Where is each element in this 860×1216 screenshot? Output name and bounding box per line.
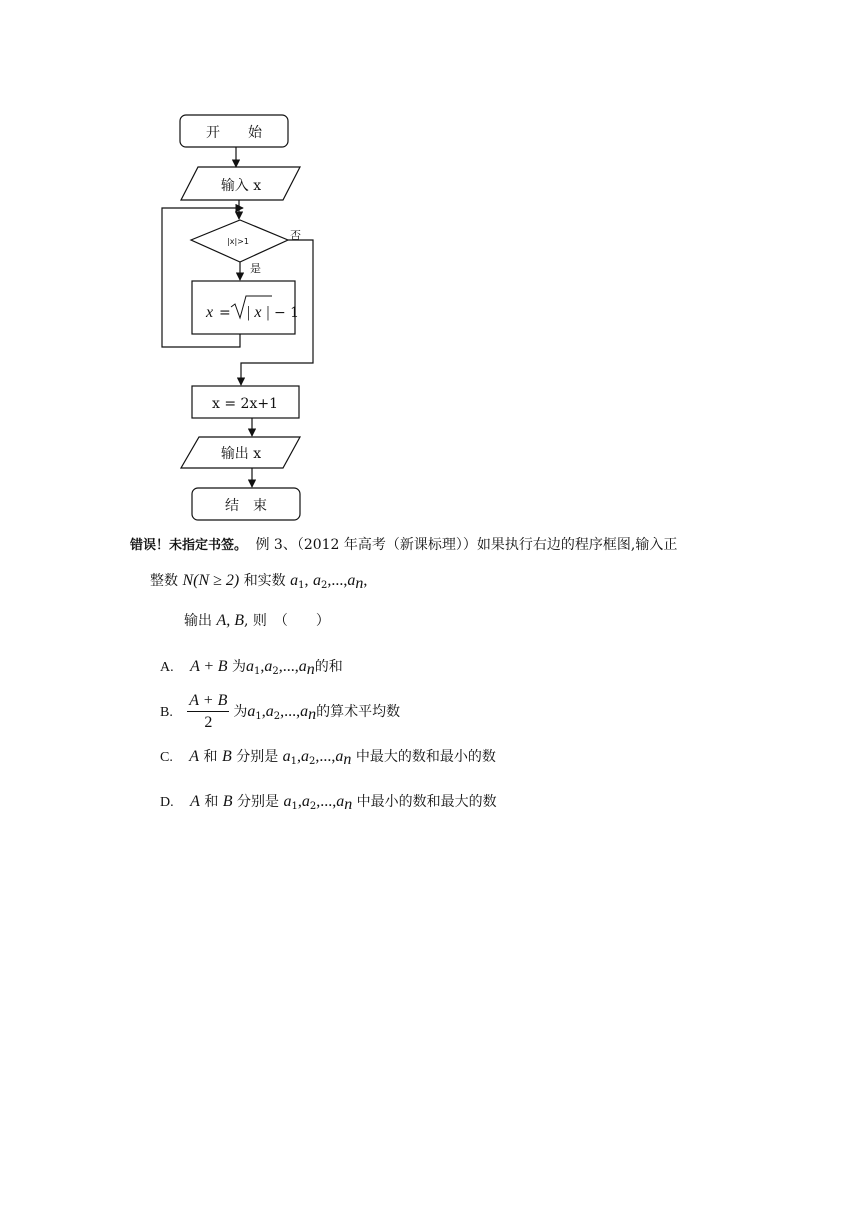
seq-an: a	[336, 793, 345, 810]
option-text: 中最小的数和最大的数	[356, 794, 497, 810]
text-he: 和	[204, 794, 219, 810]
var-A: A	[190, 793, 200, 810]
update-eq: =	[219, 305, 231, 321]
flowchart	[0, 0, 860, 530]
text-shishu: 和实数	[243, 573, 286, 589]
seq-a1: a	[282, 748, 291, 765]
seq-an: a	[335, 748, 344, 765]
seq-comma: ,	[304, 572, 309, 589]
seq-a1: a	[283, 793, 292, 810]
seq-comma: ,	[316, 793, 321, 810]
fraction	[187, 691, 229, 734]
seq-comma: ,	[294, 658, 299, 675]
seq-comma: ,	[315, 748, 320, 765]
seq-an: a	[300, 703, 309, 720]
question-line-1	[130, 535, 677, 556]
var-A: A	[189, 748, 200, 765]
seq-comma: ,	[297, 748, 302, 765]
sub-2: 2	[273, 711, 281, 722]
seq-a2: a	[265, 703, 274, 720]
cond-N: (N ≥ 2)	[193, 572, 240, 589]
seq-comma: ,	[327, 572, 332, 589]
seq-an: a	[298, 658, 307, 675]
var-N: N	[182, 572, 194, 589]
sub-n: n	[344, 796, 353, 813]
sub-2: 2	[272, 666, 279, 677]
seq-a2: a	[301, 748, 310, 765]
option-label: A.	[160, 660, 174, 675]
update-tail: − 1	[274, 305, 300, 321]
update-lhs: x	[206, 304, 214, 321]
sub-n: n	[308, 706, 317, 723]
sub-2: 2	[309, 801, 317, 812]
seq-a2: a	[301, 793, 310, 810]
seq-comma: ,	[261, 703, 266, 720]
var-B: B	[217, 658, 228, 675]
sub-1: 1	[298, 580, 305, 591]
sub-1: 1	[255, 711, 262, 722]
sub-1: 1	[254, 666, 261, 677]
var-B: B	[221, 748, 232, 765]
option-text: 为	[232, 659, 247, 675]
option-text: 分别是	[236, 749, 279, 765]
option-text: 的和	[314, 659, 343, 675]
seq-comma: ,	[332, 793, 337, 810]
seq-a1: a	[247, 703, 256, 720]
sub-1: 1	[291, 801, 298, 812]
seq-a2: a	[264, 658, 273, 675]
yes-label: 是	[250, 262, 261, 275]
seq-dots: ...	[282, 658, 295, 675]
sub-2: 2	[309, 756, 316, 767]
sub-1: 1	[290, 756, 298, 767]
seq-comma: ,	[331, 748, 336, 765]
question-line-2	[150, 571, 367, 596]
option-B[interactable]	[160, 690, 400, 739]
seq-comma: ,	[363, 572, 368, 589]
update-radicand: | x |	[246, 304, 270, 321]
seq-an: a	[347, 572, 356, 589]
text-ze: , 则 （ ）	[244, 613, 330, 629]
option-label: D.	[160, 795, 174, 810]
option-text: 为	[233, 704, 248, 720]
option-D[interactable]	[160, 792, 497, 817]
error-bookmark-text: 错误！未指定书签。	[130, 538, 248, 553]
option-A[interactable]	[160, 657, 343, 682]
seq-comma: ,	[297, 793, 302, 810]
option-C[interactable]	[160, 747, 496, 772]
seq-dots: ...	[331, 572, 344, 589]
text-zhengshu: 整数	[150, 573, 178, 589]
output-label: 输出 x	[220, 446, 262, 462]
sub-n: n	[306, 661, 315, 678]
start-label: 开 始	[206, 125, 262, 141]
no-label: 否	[290, 229, 301, 242]
end-label: 结 束	[225, 498, 267, 514]
loop-back-line	[162, 208, 243, 347]
text-shuchu: 输出	[184, 613, 212, 629]
sub-n: n	[343, 751, 352, 768]
option-label: C.	[160, 750, 173, 765]
option-label: B.	[160, 705, 173, 720]
seq-a1: a	[290, 572, 299, 589]
seq-dots: ...	[284, 703, 297, 720]
seq-comma: ,	[278, 658, 283, 675]
input-label: 输入 x	[220, 178, 262, 194]
seq-dots: ...	[320, 793, 333, 810]
seq-comma: ,	[296, 703, 301, 720]
plus-sign: +	[204, 658, 214, 675]
question-line-3	[184, 611, 330, 631]
option-text: 的算术平均数	[316, 704, 401, 720]
seq-a2: a	[312, 572, 321, 589]
condition-label: |x|>1	[227, 237, 249, 246]
vars-AB: A, B	[216, 612, 244, 629]
question-intro: 例 3、（2012 年高考（新课标理））如果执行右边的程序框图,输入正	[255, 537, 678, 553]
seq-a1: a	[246, 658, 255, 675]
seq-comma: ,	[280, 703, 285, 720]
sub-n: n	[355, 575, 364, 592]
sub-2: 2	[320, 580, 328, 591]
fraction-numerator: A + B	[187, 691, 229, 712]
seq-comma: ,	[343, 572, 348, 589]
option-text: 分别是	[237, 794, 279, 810]
process-label: x = 2x+1	[212, 396, 278, 412]
var-B: B	[222, 793, 233, 810]
option-text: 中最大的数和最小的数	[355, 749, 496, 765]
fraction-denominator: 2	[204, 713, 213, 731]
seq-comma: ,	[260, 658, 265, 675]
seq-dots: ...	[319, 748, 332, 765]
text-he: 和	[203, 749, 218, 765]
var-A: A	[190, 658, 200, 675]
